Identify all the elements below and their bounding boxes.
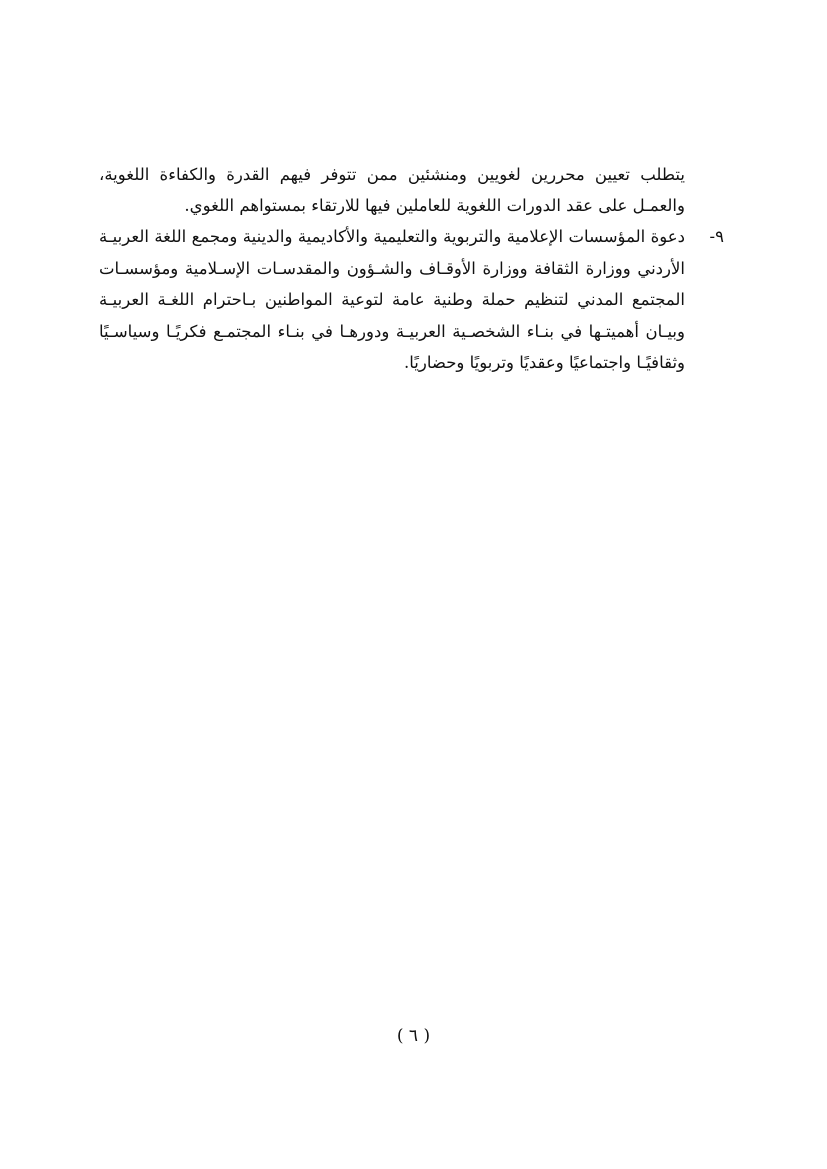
list-item-number: ٩- [709,227,724,246]
list-item-text: دعوة المؤسسات الإعلامية والتربوية والتعليمية والأكاديمية والدينية ومجمع اللغة العربيـة الأردني ووزارة الثقافة ووزارة الأوقـاف والشـؤون والمقدسـات الإسـلامية ومؤسسـات المجتمع المدني لتنظيم حملة وطنية عامة لتوعية المواطنين بـاحترام اللغـة العربيـة وبيـان أهميتـها في بنـاء الشخصـية العربيـة ودورهـا في بنـاء المجتمـع فكريًـا وسياسـيًا وثقافيًـا واجتماعيًا وعقديًا وتربويًا وحضاريًا. [99,227,685,372]
continuation-paragraph: يتطلب تعيين محررين لغويين ومنشئين ممن تتوفر فيهم القدرة والكفاءة اللغوية، والعمـل على عقد الدورات اللغوية للعاملين فيها للارتقاء بمستواهم اللغوي. [99,164,685,215]
page-number: ( ٦ ) [396,1026,431,1046]
